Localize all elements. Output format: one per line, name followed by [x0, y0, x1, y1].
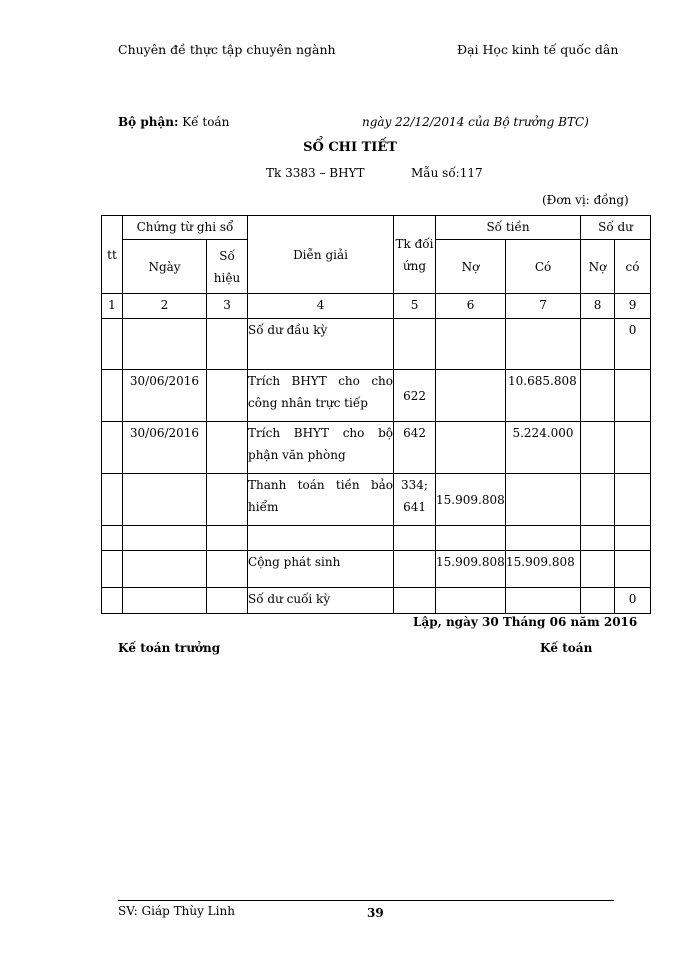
row-debit — [436, 319, 506, 370]
row-balance-credit — [615, 526, 651, 551]
col-number: 6 — [436, 294, 506, 319]
table-row — [102, 588, 651, 614]
row-contra-account-line2: 641 — [403, 500, 426, 514]
row-description-line2: phận văn phòng — [248, 448, 346, 462]
col-number: 8 — [581, 294, 615, 319]
department-line — [118, 115, 229, 129]
row-description — [248, 319, 394, 370]
row-number — [207, 422, 248, 474]
row-description — [248, 526, 394, 551]
row-description — [248, 422, 394, 474]
place-date: Lập, ngày 30 Tháng 06 năm 2016 — [413, 615, 638, 629]
row-balance-debit — [581, 319, 615, 370]
row-balance-debit — [581, 551, 615, 588]
header-debit: Nợ — [436, 240, 506, 294]
row-description-line1: Thanh toán tiền bảo — [248, 478, 394, 492]
row-balance-credit: 0 — [615, 588, 651, 614]
header-number — [207, 240, 248, 294]
row-contra-account: 622 — [394, 370, 436, 422]
table-row — [102, 319, 651, 370]
header-balance-debit: Nợ — [581, 240, 615, 294]
row-credit — [506, 526, 581, 551]
row-balance-debit — [581, 370, 615, 422]
footer-student: SV: Giáp Thùy Linh — [118, 904, 235, 918]
row-description: Cộng phát sinh — [248, 551, 394, 588]
row-contra-account: 642 — [394, 422, 436, 474]
row-credit — [506, 588, 581, 614]
row-balance-debit — [581, 588, 615, 614]
row-balance-debit — [581, 526, 615, 551]
department-value: Kế toán — [182, 115, 230, 129]
header-credit: Có — [506, 240, 581, 294]
row-balance-credit — [615, 422, 651, 474]
header-amount: Số tiền — [436, 216, 581, 240]
row-contra-account — [394, 588, 436, 614]
row-date — [123, 526, 207, 551]
col-number: 9 — [615, 294, 651, 319]
row-number — [207, 474, 248, 526]
ledger-table — [101, 215, 651, 614]
header-right: Đại Học kinh tế quốc dân — [457, 42, 619, 57]
col-number: 1 — [102, 294, 123, 319]
row-debit — [436, 422, 506, 474]
header-number-line2: hiệu — [213, 270, 241, 285]
col-number: 5 — [394, 294, 436, 319]
row-description-line1: Trích BHYT cho bộ — [248, 426, 394, 440]
row-contra-account — [394, 474, 436, 526]
col-number: 7 — [506, 294, 581, 319]
department-label: Bộ phận: — [118, 115, 179, 129]
header-left: Chuyên đề thực tập chuyên ngành — [118, 42, 336, 57]
row-description-line2: hiểm — [248, 500, 279, 514]
row-description: Số dư cuối kỳ — [248, 588, 394, 614]
header-balance: Số dư — [581, 216, 651, 240]
table-row — [102, 422, 651, 474]
header-description: Diễn giải — [248, 216, 394, 294]
header-account-line2: ứng — [402, 258, 427, 273]
header-voucher: Chứng từ ghi sổ — [123, 216, 248, 240]
col-number: 3 — [207, 294, 248, 319]
row-debit: 15.909.808 — [436, 551, 506, 588]
account-code: Tk 3383 – BHYT — [266, 166, 365, 180]
row-number — [207, 526, 248, 551]
table-row — [102, 370, 651, 422]
header-balance-credit: có — [615, 240, 651, 294]
row-credit: 5.224.000 — [506, 422, 581, 474]
row-description — [248, 370, 394, 422]
row-contra-account-line1: 334; — [401, 478, 428, 492]
signature-chief-accountant: Kế toán trưởng — [118, 641, 221, 655]
row-credit — [506, 319, 581, 370]
row-date — [123, 588, 207, 614]
row-debit — [436, 370, 506, 422]
row-contra-account — [394, 526, 436, 551]
page-title: SỔ CHI TIẾT — [303, 140, 397, 155]
form-number: Mẫu số:117 — [411, 166, 483, 180]
col-number: 2 — [123, 294, 207, 319]
header-contra-account — [394, 216, 436, 294]
header-tt: tt — [102, 216, 123, 294]
row-date: 30/06/2016 — [123, 370, 207, 422]
row-number — [207, 588, 248, 614]
col-number: 4 — [248, 294, 394, 319]
row-balance-debit — [581, 422, 615, 474]
header-number-line1: Số — [219, 248, 235, 263]
row-balance-credit — [615, 551, 651, 588]
row-date — [123, 474, 207, 526]
row-description-line1: Trích BHYT cho cho — [248, 374, 394, 388]
row-number — [207, 319, 248, 370]
row-date: 30/06/2016 — [123, 422, 207, 474]
table-row — [102, 526, 651, 551]
row-date — [123, 319, 207, 370]
row-contra-account — [394, 551, 436, 588]
row-date — [123, 551, 207, 588]
page-number: 39 — [367, 906, 384, 920]
decree-text: ngày 22/12/2014 của Bộ trưởng BTC) — [362, 115, 589, 129]
signature-accountant: Kế toán — [540, 641, 593, 655]
row-description-line1: Số dư đầu kỳ — [248, 323, 328, 337]
row-number — [207, 551, 248, 588]
column-number-row — [102, 294, 651, 319]
row-contra-account — [394, 319, 436, 370]
row-debit: 15.909.808 — [436, 474, 506, 526]
row-credit: 10.685.808 — [506, 370, 581, 422]
row-credit — [506, 474, 581, 526]
header-account-line1: Tk đối — [395, 236, 434, 251]
row-debit — [436, 526, 506, 551]
row-description — [248, 474, 394, 526]
row-number — [207, 370, 248, 422]
row-description-line2: công nhân trực tiếp — [248, 396, 368, 410]
row-debit — [436, 588, 506, 614]
footer-divider — [118, 900, 614, 901]
row-balance-credit — [615, 474, 651, 526]
row-credit: 15.909.808 — [506, 551, 581, 588]
row-balance-credit — [615, 370, 651, 422]
header-date: Ngày — [123, 240, 207, 294]
row-balance-credit: 0 — [615, 319, 651, 370]
table-row — [102, 551, 651, 588]
currency-unit: (Đơn vị: đồng) — [542, 193, 629, 207]
table-row — [102, 474, 651, 526]
row-balance-debit — [581, 474, 615, 526]
